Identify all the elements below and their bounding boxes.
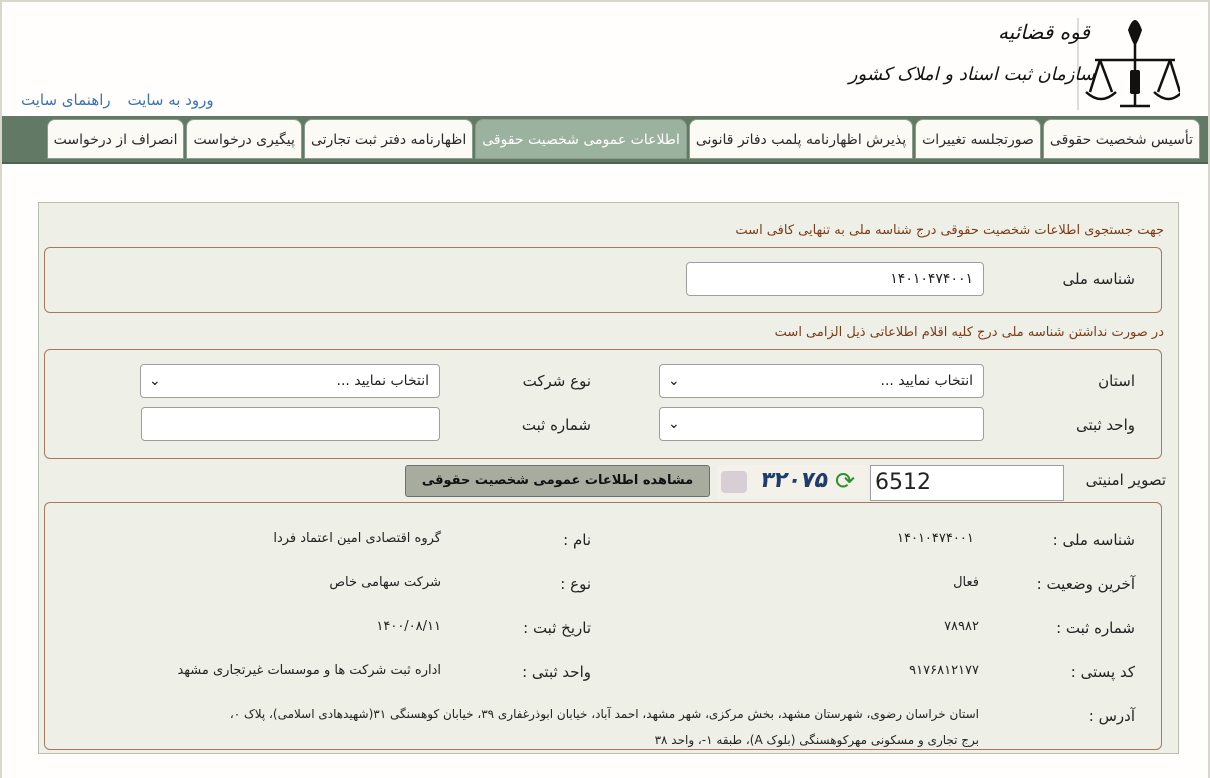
tab-public-info[interactable]: اطلاعات عمومی شخصیت حقوقی: [475, 119, 687, 159]
result-reg-no-label: شماره ثبت :: [1056, 619, 1135, 637]
chevron-down-icon: ⌄: [149, 373, 161, 389]
province-label: استان: [1098, 372, 1135, 390]
result-reg-date-value: ۱۴۰۰/۰۸/۱۱: [376, 619, 441, 634]
company-type-select[interactable]: [140, 364, 440, 398]
tab-book-sealing[interactable]: پذیرش اظهارنامه پلمب دفاتر قانونی: [689, 119, 913, 159]
refresh-icon[interactable]: ⟳: [835, 467, 856, 495]
main-nav: [2, 116, 1208, 164]
result-status-value: فعال: [953, 575, 979, 590]
result-address-label: آدرس :: [1088, 707, 1135, 725]
tab-track-request[interactable]: پیگیری درخواست: [186, 119, 301, 159]
company-type-label: نوع شرکت: [522, 372, 591, 390]
help-link[interactable]: راهنمای سایت: [21, 91, 111, 109]
national-id-box: [44, 247, 1162, 313]
header: [0, 0, 1210, 116]
reg-number-input[interactable]: [141, 407, 440, 441]
company-type-value: انتخاب نمایید ...: [336, 373, 429, 389]
reg-unit-label: واحد ثبتی: [1075, 416, 1135, 434]
result-type-label: نوع :: [560, 575, 591, 593]
result-reg-date-label: تاریخ ثبت :: [523, 619, 591, 637]
result-address-line1: استان خراسان رضوی، شهرستان مشهد، بخش مرکزی، شهر مشهد، احمد آباد، خیابان ابوذرغفاری ۳۹، خیابان کوهسنگی ۳۱(شهیدهادی اسلامی)، پلاک ۰،: [229, 707, 979, 721]
captcha-image: [717, 465, 867, 499]
result-status-label: آخرین وضعیت :: [1036, 575, 1135, 593]
logo-title-top: قوه قضائیه: [997, 20, 1090, 44]
captcha-noise: [721, 471, 747, 493]
reg-unit-select[interactable]: [659, 407, 984, 441]
captcha-input[interactable]: 6512: [870, 465, 1064, 501]
top-links: [9, 91, 214, 109]
chevron-down-icon: ⌄: [668, 373, 680, 389]
hint-required-fields: در صورت نداشتن شناسه ملی درج کلیه اقلام اطلاعاتی ذیل الزامی است: [774, 325, 1164, 340]
national-id-input[interactable]: ۱۴۰۱۰۴۷۴۰۰۱: [686, 262, 984, 296]
login-link[interactable]: ورود به سایت: [127, 91, 214, 109]
result-name-value: گروه اقتصادی امین اعتماد فردا: [273, 531, 441, 546]
result-box: [44, 502, 1162, 750]
tab-cancel-request[interactable]: انصراف از درخواست: [47, 119, 185, 159]
captcha-label: تصویر امنیتی: [1085, 471, 1166, 489]
result-postal-value: ۹۱۷۶۸۱۲۱۷۷: [909, 663, 979, 678]
national-id-label: شناسه ملی: [1062, 270, 1135, 288]
tab-change-minutes[interactable]: صورتجلسه تغییرات: [915, 119, 1041, 159]
province-value: انتخاب نمایید ...: [880, 373, 973, 389]
tab-establish-company[interactable]: تأسیس شخصیت حقوقی: [1043, 119, 1200, 159]
hint-national-id: جهت جستجوی اطلاعات شخصیت حقوقی درج شناسه ملی به تنهایی کافی است: [735, 223, 1164, 238]
search-panel: [38, 202, 1179, 754]
reg-number-label: شماره ثبت: [521, 416, 591, 434]
result-national-id-value: ۱۴۰۱۰۴۷۴۰۰۱: [897, 531, 974, 546]
chevron-down-icon: ⌄: [668, 416, 680, 432]
result-unit-value: اداره ثبت شرکت ها و موسسات غیرتجاری مشهد: [177, 663, 441, 678]
logo-title-main: سازمان ثبت اسناد و املاک کشور: [848, 64, 1095, 85]
result-address-line2: برج تجاری و مسکونی مهرکوهسنگی (بلوک A)، طبقه ۱-، واحد ۳۸: [654, 733, 979, 747]
result-name-label: نام :: [563, 531, 591, 549]
result-postal-label: کد پستی :: [1070, 663, 1135, 681]
result-reg-no-value: ۷۸۹۸۲: [944, 619, 979, 634]
tab-trade-register[interactable]: اظهارنامه دفتر ثبت تجارتی: [304, 119, 473, 159]
result-national-id-label: شناسه ملی :: [1052, 531, 1135, 549]
captcha-text: ۳۲۰۷۵: [758, 468, 831, 493]
view-public-info-button[interactable]: مشاهده اطلاعات عمومی شخصیت حقوقی: [405, 465, 710, 497]
details-box: [44, 349, 1162, 459]
province-select[interactable]: [659, 364, 984, 398]
result-unit-label: واحد ثبتی :: [522, 663, 591, 681]
result-type-value: شرکت سهامی خاص: [329, 575, 441, 590]
tab-list: [47, 119, 1200, 159]
